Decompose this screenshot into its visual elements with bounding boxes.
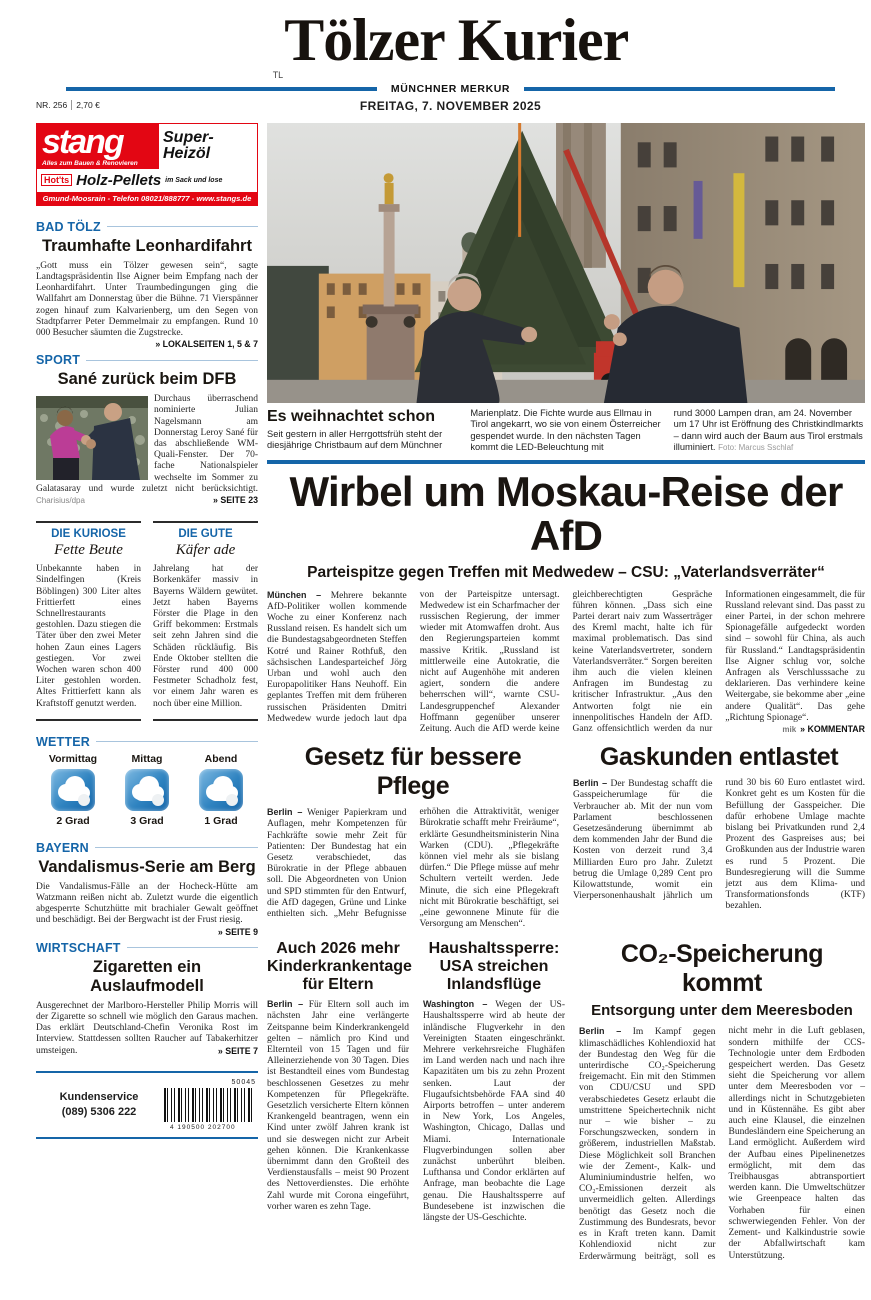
stang-ad [36,123,258,206]
section-label-kuriose: DIE KURIOSE [51,528,126,541]
article-headline: CO₂-Speicherung kommt [620,940,824,998]
pflege-article [267,743,559,930]
weather-row [36,753,258,827]
section-rule [127,947,258,948]
article-headline: Traumhafte Leonhardifahrt [42,236,252,255]
section-rule [107,226,258,227]
section-divider [267,460,865,464]
section-rule [86,360,258,361]
rule-left [66,87,377,91]
page-ref: » SEITE 23 [213,495,258,506]
caption-title: Es weihnachtet schon [267,408,436,426]
dateline: München – [267,589,322,600]
caption-text: Seit gestern in aller Herrgottsfrüh steht der diesjährige Christbaum auf dem Münchner [267,429,443,451]
date-row [36,97,865,115]
cloud-icon [199,769,243,811]
article-headline: Sané zurück beim DFB [57,370,237,389]
paper-title: Tölzer Kurier [284,7,629,73]
article-headline: Fette Beute [54,542,123,559]
section-label-gute: DIE GUTE [178,528,233,541]
section-label-bayern: BAYERN [36,841,258,855]
sport-photo [36,396,148,480]
barcode-bars [164,1088,254,1122]
section-rule [95,847,258,848]
dateline: Berlin – [267,807,303,818]
article-body: Die Vandalismus-Fälle an der Hocheck-Hütte am Watzmann reißen nicht ab. Zuletzt wurde die eigentlich abgesperrte Schutzhütte mit brachialer Gewalt geöffnet und beschädigt. Bei der Bergwacht ist der Frust riesig. » SEITE 9 [36,881,258,937]
photo-credit: Charisius/dpa [36,496,85,506]
kinder-article [267,940,412,1262]
barcode [162,1079,258,1131]
price: 2,70 € [76,100,100,111]
marienplatz-photo [267,123,865,403]
masthead [36,7,865,115]
service-contact: Kundenservice (089) 5306 222 [59,1091,139,1118]
article-headline: Gaskunden entlastet [599,743,839,772]
article-body: Berlin – Weniger Papierkram und Auflagen, mehr Kompetenzen für Fachkräfte sowie mehr Zeit für Patienten: Der Bundestag hat ein Gesetz verabschiedet, das Bürokratie in der Pflege abbauen soll. Die Abgeordneten von Union und SPD stimmten für den Entwurf, die AfD dagegen, Grüne und Linke enthielten sich. „Mehr Befugnisse erhöhen die Attraktivität, weniger Bürokratie schafft mehr Freiräume“, erklärte Gesundheitsministerin Nina Warken (CDU). „Pflegekräfte können viel mehr als sie bislang dürfen.“ Die Pflege müsse auf mehr Schultern verteilt werden. Jede Minute, die sich eine Pflegekraft nicht mit Bürokratie beschäftigt, sei „eine gewonnene Minute für die Versorgung am Menschen“. [267,807,559,930]
article-headline: Käfer ade [175,542,236,559]
wirtschaft-article [36,941,258,1057]
co2-article [579,940,865,1262]
ad-product-note: im Sack und lose [165,176,223,184]
issue-price [36,100,100,110]
article-body: Berlin – Der Bundestag schafft die Gasspeicherumlage für die Verbraucher ab. Mit der nun vom Parlament beschlossenen Gesetzesänderung übernimmt ab dem kommenden Jahr der Bund die Kosten von derzeit rund 3,4 Milliarden Euro pro Jahr. Zuletzt betrug die Umlage 0,289 Cent pro Kilowattstunde, womit ein Vierpersonenhaushalt jährlich um rund 30 bis 60 Euro entlastet wird. Konkret geht es um Kosten für die Befüllung der Gasspeicher. Die dafür erhobene Umlage machte bislang bei Privatkunden rund 2,4 Prozent des Gaspreises aus; bei Großkunden aus der Industrie waren es rund 5 Prozent. Die Bundesregierung will die Summe jetzt aus dem Klima- und Transformationsfonds (KTF) bezahlen. [573,778,865,912]
stang-logo: stang Alles zum Bauen & Renovieren [37,124,159,169]
second-row [267,743,865,930]
photo-caption [267,408,865,453]
section-label-badtoelz: BAD TÖLZ [36,220,258,234]
badtoelz-article [36,219,258,350]
page-ref: » LOKALSEITEN 1, 5 & 7 [155,339,258,350]
barcode-number: 4 190500 202700 [170,1123,236,1131]
service-phone: (089) 5306 222 [61,1105,137,1118]
section-rule [96,741,258,742]
issue-date: FREITAG, 7. NOVEMBER 2025 [359,99,542,114]
kuriose-article [36,521,141,721]
brand-row [66,83,835,95]
page-ref: » SEITE 7 [217,1045,258,1056]
ad-contact: Gmund-Moosrain - Telefon 08021/888777 - www.stangs.de [37,192,257,205]
article-headline: Zigaretten ein Auslaufmodell [90,957,204,995]
section-label-sport: SPORT [36,353,258,367]
article-body: Berlin – Für Eltern soll auch im nächsten Jahr eine verlängerte Zeitspanne beim Kinderkrankengeld gelten – nämlich pro Kind und Elternteil von 15 Tagen und für Alleinerziehende von 30 Tagen. Dies ist Bestandteil eines vom Bundestag beschlossenen Gesetzes zu mehr Kompetenzen für Pflegekräfte. Gesetzlich versicherte Eltern können Krankengeld beantragen, wenn ein Kind unter zwölf Jahren krank ist und sie deswegen nicht zur Arbeit gehen können. Die Krankenkasse übernimmt dann den Großteil des Verdienstausfalls – meist 90 Prozent des Nettoverdienstes. Die erhöhte Zahl wurde mit Corona eingeführt, vorher waren es zehn Tage. [267,999,409,1212]
article-body: Jahrelang hat der Borkenkäfer massiv in Bayerns Wäldern gewütet. Jetzt haben Bayerns Förster die Plage in den Griff bekommen: Erstmals seit zehn Jahren sind die Schäden rückläufig. Bis Ende Oktober stellten die Förster rund 400 000 Festmeter Schadholz fest, vor einem Jahr waren es noch über eine Million. [153,564,258,709]
third-row [267,940,865,1262]
article-body: Berlin – Im Kampf gegen klimaschädliches Kohlendioxid hat der Bundestag den Weg für die unterirdische CO₂-Speicherung freigemacht. Ein mit den Stimmen von CDU/CSU und SPD verabschiedetes Gesetz erlaubt die umstrittene Speichertechnik nicht nur – wie bisher – zu Forschungszwecken, sondern in größerem, industriellen Maßstab. Diese Möglichkeit soll Branchen wie der Zement-, Kalk- und Aluminiumindustrie helfen, wo CO₂-Emissionen derzeit als unvermeidlich gelten. Allerdings benötigt das Gesetz noch die Zustimmung des Bundesrats, bevor es in Kraft treten kann. Damit Kohlendioxid nicht zur Erderwärmung beiträgt, soll es nicht mehr in die Luft geblasen, sondern mithilfe der CCS-Technologie unter dem Erdboden gespeichert werden. Das Gesetz sieht die Speicherung vor allem unter dem Meeresboden vor – allerdings nicht in Schutzgebieten und in Küstennähe. Es gibt aber auch eine Klausel, die einzelnen Bundesländern eine Speicherung an Land ermöglicht. Außerdem wird der Aufbau eines Pipelinenetzes ermöglicht, mit dem das Treibhausgas abtransportiert werden kann. Die Umweltschützer wie Greenpeace halten das Vorhaben für einen schwerwiegenden Fehler. Von der Zement- und Kalkindustrie sowie der Abfallwirtschaft kam Unterstützung. [579,1026,865,1262]
dateline: Washington – [423,999,488,1010]
gute-article [153,521,258,721]
ad-product-heizoel: Super-Heizöl [163,129,214,163]
lead-headline: Wirbel um Moskau-Reise der AfD [289,468,843,560]
usa-article [423,940,565,1262]
article-body: Washington – Wegen der US-Haushaltssperre wird ab heute der inländische Flugverkehr in den Vereinigten Staaten eingeschränkt. Mehrere verkehrsreiche Flughäfen im Land werden nach und nach ihre Kapazitäten um bis zu zehn Prozent senken. Laut der Flugaufsichtsbehörde FAA sind 40 Airports betroffen – unter anderem in New York, Los Angeles, Washington, Chicago, Dallas und Miami. Internationale Flugverbindungen sollen aber zunächst unberührt bleiben. Lufthansa und Condor erklärten auf Anfrage, man beobachte die Lage genau. Die Haushaltssperre auf Bundesebene ist inzwischen die längste der US-Geschichte. [423,999,565,1224]
ad-tagline: Alles zum Bauen & Renovieren [42,159,138,167]
ad-product-pellets: Holz-Pellets [76,171,162,189]
weather-item-morning: Vormittag 2 Grad [48,752,98,827]
page-ref: » SEITE 9 [217,926,258,937]
author-initials: mik [782,725,797,734]
lead-body: München – Mehrere bekannte AfD-Politiker wollen kommende Woche zu einer Konferenz nach Russland reisen. Es handelt sich um die Bundestagsabgeordneten Steffen Kotré und Rainer Rothfuß, den sächsischen Landesparteichef Jörg Urban und wohl auch den Europapolitiker Hans Neuhoff. Ein geplantes Treffen mit dem früheren russischen Präsidenten Dmitri Medwedew wurde jedoch laut dpa von der Parteispitze untersagt. Medwedew ist ein Scharfmacher der russischen Regierung, der immer wieder mit Atomwaffen droht. Aus den Regierungsparteien kommt massive Kritik. „Russland ist mittlerweile eine Autokratie, die nicht auf Augenhöhe mit anderen agiert, sondern die andere beherrschen will“, warnte CSU-Landesgruppenchef Alexander Hoffmann gegenüber unserer Zeitung. Auch die AfD werde keine gleichberechtigten Gespräche führen können. „Dass sich eine Partei derart naiv zum Wasserträger des Kreml macht, halte ich für maximal problematisch. Das sind keine Vaterlandsvertreter, sondern Vaterlandsverräter.“ Sorgen bereiten ihm auch die vielen kleinen Anfragen im Bundestag zu kritischer Infrastruktur. „Aus den Antworten folgt nie ein innenpolitisches Handeln der AfD. Ganz offensichtlich werden da nur Informationen eingesammelt, die für Russland relevant sind. Das passt zu einer Partei, in der schon mehrere Spionagefälle aufgedeckt worden sind – sowohl für China, als auch für Russland.“ Landtagspräsidentin Ilse Aigner schlug vor, solche Anfragen als Verschlusssache zu deklarieren. Das verhindere keine Weitergabe, sie bekomme aber „eine andere Qualität“. Das gehe „Richtung Spionage“. mik » KOMMENTAR [267,589,865,734]
article-headline: Auch 2026 mehr Kinderkrankentage für Eltern [267,940,412,993]
gas-article [573,743,865,930]
article-body: Unbekannte haben in Sindelfingen (Kreis Böblingen) 300 Liter altes Frittierfett eines Schnellrestaurants gestohlen. Dazu stiegen die Täter über den zwei Meter hohen Zaun eines Lagers gestiegen. Vor zwei Wochen waren schon 400 Liter gestohlen worden. Altes Frittierfett kann als Kraftstoff genutzt werden. [36,564,141,709]
weather-section [36,735,258,827]
photo-credit: Foto: Marcus Sschlaf [718,443,794,453]
cloud-icon [125,769,169,811]
dateline: Berlin – [267,999,304,1010]
article-subheadline: Entsorgung unter dem Meeresboden [591,1002,853,1020]
dateline: Berlin – [573,778,608,789]
lead-article [267,470,865,735]
kommentar-ref: mik » KOMMENTAR [782,724,865,734]
masthead-prefix: TL [272,70,284,80]
kuriose-gute-row [36,521,258,721]
rule-right [524,87,835,91]
ad-hot-badge: Hot'ts [41,174,72,186]
sport-article [36,353,258,507]
article-body: Durchaus überraschend nominierte Julian Nagelsmann am Donnerstag Leroy Sané für das abschließende WM-Quali-Fenster. Der 70-fache Nationalspieler wechselte im Sommer zu Galatasaray und wurde zuletzt nicht berücksichtigt. Charisius/dpa » SEITE 23 [36,394,258,506]
divider [71,100,72,110]
section-label-wirtschaft: WIRTSCHAFT [36,941,258,955]
weather-item-evening: Abend 1 Grad [190,753,252,827]
cloud-icon [51,769,95,811]
section-label-wetter: WETTER [36,735,258,749]
barcode-top-number: 50045 [231,1078,256,1086]
customer-service-box [36,1071,258,1139]
article-body: „Gott muss ein Tölzer gewesen sein“, sagte Landtagspräsidentin Ilse Aigner beim Empfang nach der Leonhardifahrt. Unter Traumbedingungen ging die Wallfahrt am Donnerstag über die Bühne. 71 Vierspänner zogen hinauf zum Kalvarienberg, um den Segen von Stadtpfarrer Peter Demmelmair zu empfangen. Rund 10 000 Besucher säumten die Zugstrecke. » LOKALSEITEN 1, 5 & 7 [36,260,258,350]
article-body: Ausgerechnet der Marlboro-Hersteller Philip Morris will der Zigarette so schnell wie möglich den Garaus machen. Das erklärt Deutschland-Chefin Veronika Rost im Interview. Stattdessen sollten Raucher auf Tabakerhitzer umsteigen. » SEITE 7 [36,1000,258,1056]
issue-number: NR. 256 [36,100,68,111]
main-column [267,123,865,1263]
article-headline: Haushaltssperre: USA streichen Inlandsflüge [428,940,560,993]
article-headline: Vandalismus-Serie am Berg [38,857,256,876]
weather-item-noon: Mittag 3 Grad [116,753,178,827]
caption-text: Marienplatz. Die Fichte wurde aus Ellmau in Tirol angekarrt, wo sie von einem Österreicher gespendet wurde. In den nächsten Tagen kommt die LED-Beleuchtung mit [470,408,661,453]
lead-subheadline: Parteispitze gegen Treffen mit Medwedew – CSU: „Vaterlandsverräter“ [307,563,825,581]
bayern-article [36,840,258,937]
caption-text: rund 3000 Lampen dran, am 24. November um 17 Uhr ist Eröffnung des Christkindlmarkts – dann wird auch der Baum aus Tirol erstmals illuminiert. Foto: Marcus Sschlaf [673,408,864,453]
dateline: Berlin – [579,1026,622,1037]
brand-name: MÜNCHNER MERKUR [390,83,511,96]
article-headline: Gesetz für bessere Pflege [304,743,522,801]
left-column [36,123,258,1263]
